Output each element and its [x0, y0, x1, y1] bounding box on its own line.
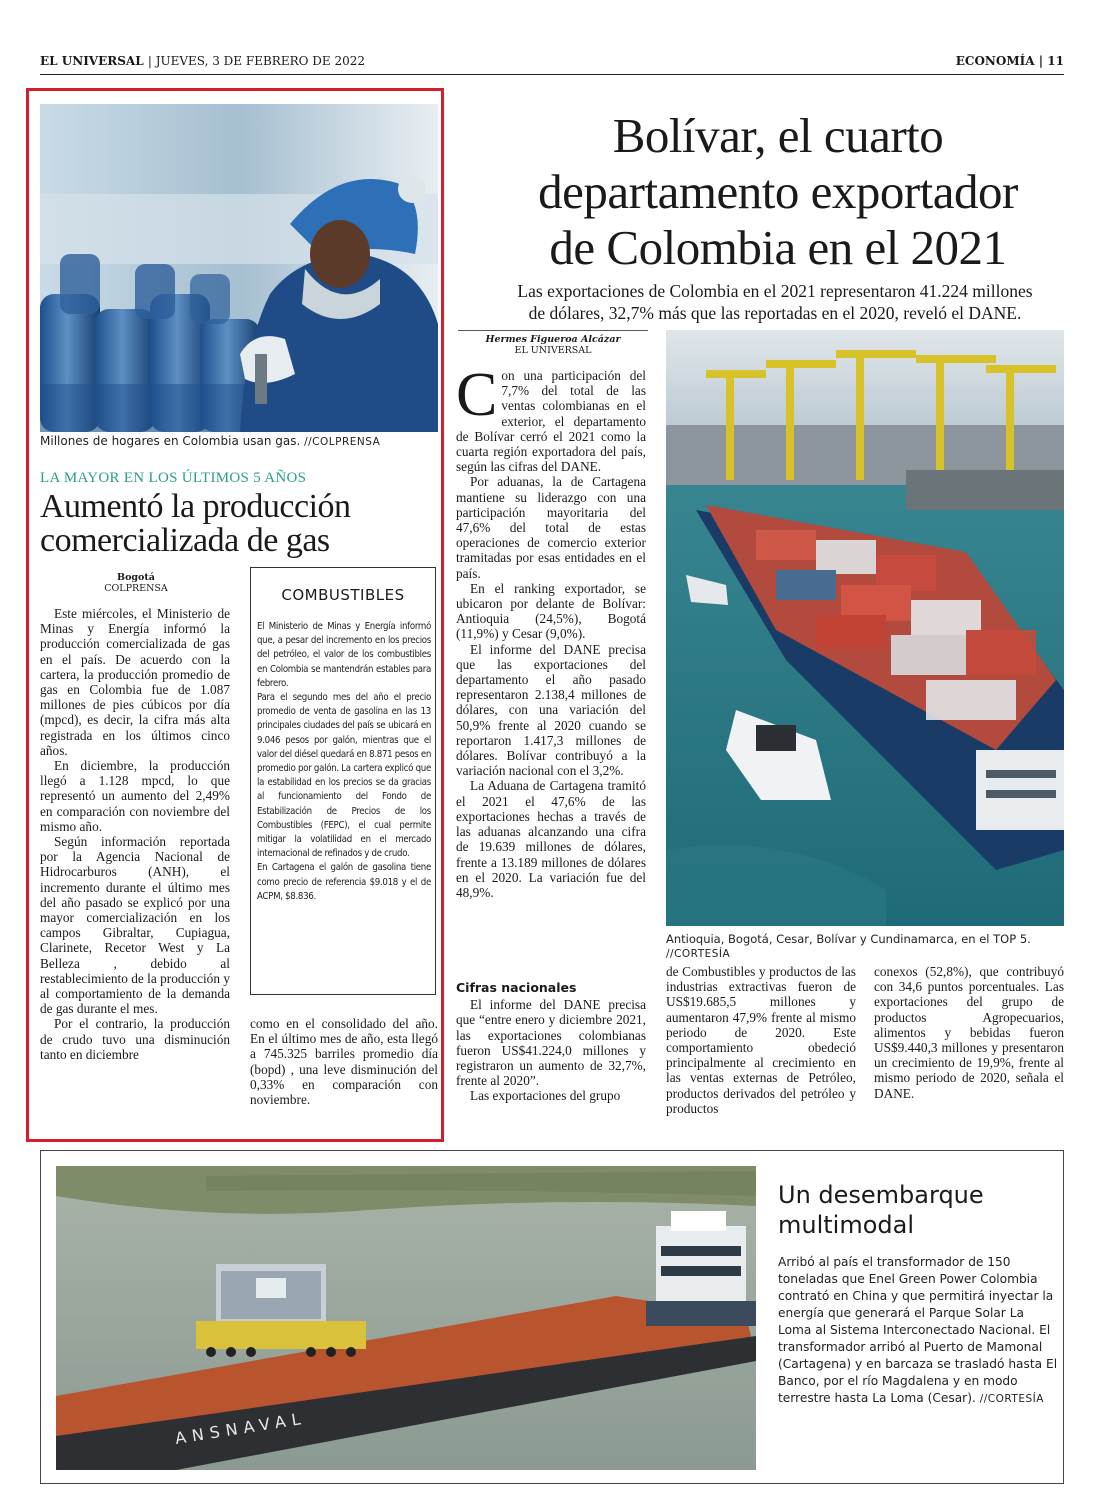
paragraph: conexos (52,8%), que contribuyó con 34,6 puntos porcentuales. Las exportaciones del grupo de productos Agropecuarios, alimentos y bebidas fueron US$9.440,3 millones y presentaron un crecimiento de 19,9%, frente al mismo periodo de 2020, señala el DANE. [874, 964, 1064, 1101]
sidebar-paragraph: En Cartagena el galón de gasolina tiene como precio de referencia $9.018 y el de ACPM, $8.836. [257, 862, 431, 902]
paragraph: Las exportaciones del grupo [470, 1088, 621, 1104]
caption-text: Antioquia, Bogotá, Cesar, Bolívar y Cundinamarca, en el TOP 5. [666, 932, 1031, 946]
deck-line: Las exportaciones de Colombia en el 2021 representaron 41.224 millones [517, 281, 1033, 301]
gas-photo-caption [40, 434, 438, 448]
page-number: | 11 [1038, 54, 1064, 68]
paragraph: La Aduana de Cartagena tramitó el 2021 el 47,6% de las exportaciones hechas a través de las aduanas alcanzando una cifra de 19.639 millones de dólares, frente a 13.189 millones de dólares en el 2020. La variación fue del 48,9%. [456, 778, 646, 900]
byline-author: Hermes Figueroa Alcázar [485, 334, 621, 345]
gas-column-1 [40, 606, 230, 1062]
main-headline-line: Bolívar, el cuarto [612, 108, 944, 163]
paragraph: como en el consolidado del año. En el último mes de año, esta llegó a 745.325 barriles promedio día (bopd) , una leve disminución del 0,33% en comparación con noviembre. [250, 1016, 438, 1108]
gas-worker-illustration [40, 104, 438, 432]
gas-headline-line: comercializada de gas [40, 522, 330, 559]
paragraph: de Combustibles y productos de las industrias extractivas fueron de US$19.685,5 millones y aumentaron 47,9% frente al mismo periodo de 2020. Este comportamiento obedeció principalmente al crecimiento en las ventas externas de Petróleo, productos derivados del petróleo y productos [666, 964, 856, 1116]
paragraph: En el ranking exportador, se ubicaron por delante de Bolívar: Antioquia (24,5%), Bogotá (11,9%) y Cesar (9,0%). [456, 580, 646, 642]
bottom-headline [778, 1180, 1058, 1240]
container-ship-photo [666, 330, 1064, 926]
sidebar-title: COMBUSTIBLES [281, 586, 405, 604]
paragraph: Por el contrario, la producción de crudo tuvo una disminución tanto en diciembre [40, 1016, 230, 1062]
bottom-headline-line: Un desembarque [778, 1181, 984, 1209]
main-column-1 [456, 361, 646, 900]
barge-photo [56, 1166, 756, 1470]
main-deck [470, 280, 1080, 324]
photo-credit: //COLPRENSA [304, 436, 381, 448]
photo-credit: //CORTESÍA [979, 1393, 1044, 1405]
container-ship-illustration [666, 330, 1064, 926]
sidebar-text [257, 620, 431, 904]
gas-byline [46, 572, 226, 594]
paragraph: Según información reportada por la Agencia Nacional de Hidrocarburos (ANH), el incremento durante el último mes del año pasado se explicó por una mayor comercialización en los campos Gibraltar, Cupiagua, Clarinete, Recetor West y La Belleza , debido al restablecimiento de la producción y al comportamiento de la demanda de gas durante el mes. [40, 834, 230, 1017]
main-column-3 [666, 964, 856, 1116]
sidebar-paragraph: El Ministerio de Minas y Energía informó que, a pesar del incremento en los precios del petróleo, el valor de los combustibles en Colombia se mantendrán estables para febrero. [257, 621, 431, 689]
header-right [956, 54, 1064, 68]
gas-headline-line: Aumentó la producción [40, 488, 351, 525]
bottom-paragraph: Arribó al país el transformador de 150 toneladas que Enel Green Power Colombia contrató en China y que permitirá inyectar la energía que generará el Parque Solar La Loma al Sistema Interconectado Nacional. El transformador arribó al Puerto de Mamonal (Cartagena) y en barcaza se trasladó hasta El Banco, por el río Magdalena y en modo terrestre hasta La Loma (Cesar). [778, 1255, 1058, 1405]
subhead: Cifras nacionales [456, 980, 577, 995]
main-headline-line: de Colombia en el 2021 [549, 220, 1007, 275]
gas-kicker: LA MAYOR EN LOS ÚLTIMOS 5 AÑOS [40, 470, 307, 486]
byline-rule [458, 330, 648, 331]
caption-text: Millones de hogares en Colombia usan gas. [40, 434, 301, 448]
gas-headline [40, 490, 440, 558]
paragraph: El informe del DANE precisa que las exportaciones del departamento el año pasado representaron 2.138,4 millones de dólares, con una variación del 50,9% frente al 2020 cuando se reportaron 1.417,3 millones de dólares. Bolívar contribuyó a la variación nacional con el 3,2%. [456, 641, 646, 779]
deck-line: de dólares, 32,7% más que las reportadas en el 2020, reveló el DANE. [528, 303, 1022, 323]
barge-illustration [56, 1166, 756, 1470]
paper-name: EL UNIVERSAL [40, 54, 144, 68]
bottom-text [778, 1254, 1060, 1408]
drop-cap: C [456, 361, 498, 429]
gas-worker-photo [40, 104, 438, 432]
main-headline [458, 108, 1098, 276]
issue-date: | JUEVES, 3 DE FEBRERO DE 2022 [147, 54, 365, 68]
paragraph: on una participación del 7,7% del total de las ventas colombianas en el exterior, el departamento de Bolívar cerró el 2021 como la cuarta región exportadora del país, según las cifras del DANE. [456, 368, 646, 475]
header-left [40, 54, 365, 68]
main-column-4 [874, 964, 1064, 1101]
page-header [40, 52, 1064, 75]
main-column-1-bottom [456, 980, 646, 1104]
paragraph: El informe del DANE precisa que “entre enero y diciembre 2021, las exportaciones colombianas fueron US$41.224,0 millones y registraron un aumento de 32,7%, frente al 2020”. [456, 997, 646, 1089]
paragraph: Este miércoles, el Ministerio de Minas y Energía informó la producción comercializada de gas en el país. De acuerdo con la cartera, la producción promedio de gas en Colombia fue de 1.087 millones de pies cúbicos por día (mpcd), es decir, la cifra más alta registrada en los últimos cinco años. [40, 606, 230, 758]
paragraph: En diciembre, la producción llegó a 1.128 mpcd, lo que representó un aumento del 2,49% en comparación con noviembre del mismo año. [40, 758, 230, 834]
byline-paper: EL UNIVERSAL [514, 345, 592, 356]
main-headline-line: departamento exportador [538, 164, 1018, 219]
paragraph: Por aduanas, la de Cartagena mantiene su liderazgo con una participación mayoritaria del 47,6% del total de estas operaciones de comercio exterior tramitadas por esas entidades en el país. [456, 474, 646, 581]
bottom-headline-line: multimodal [778, 1211, 915, 1239]
sidebar-paragraph: Para el segundo mes del año el precio promedio de venta de gasolina en las 13 principales ciudades del país se ubicará en 9.046 pesos por galón, mientras que el valor del diésel quedará en 8.871 pesos en promedio por galón. La cartera explicó que la estabilidad en los precios se da gracias al funcionamiento del Fondo de Estabilización de Precios de los Combustibles (FEPC), el cual permite mitigar la volatilidad en el mercado internacional de refinados y de crudo. [257, 692, 431, 860]
main-byline [458, 334, 648, 356]
section-name: ECONOMÍA [955, 54, 1035, 68]
byline-place: Bogotá [117, 572, 155, 583]
photo-credit: //CORTESÍA [666, 948, 731, 960]
ship-photo-caption [666, 932, 1066, 960]
gas-column-2 [250, 1016, 438, 1107]
byline-agency: COLPRENSA [104, 583, 168, 594]
barge-hull-text: ANSNAVAL [173, 1408, 308, 1448]
